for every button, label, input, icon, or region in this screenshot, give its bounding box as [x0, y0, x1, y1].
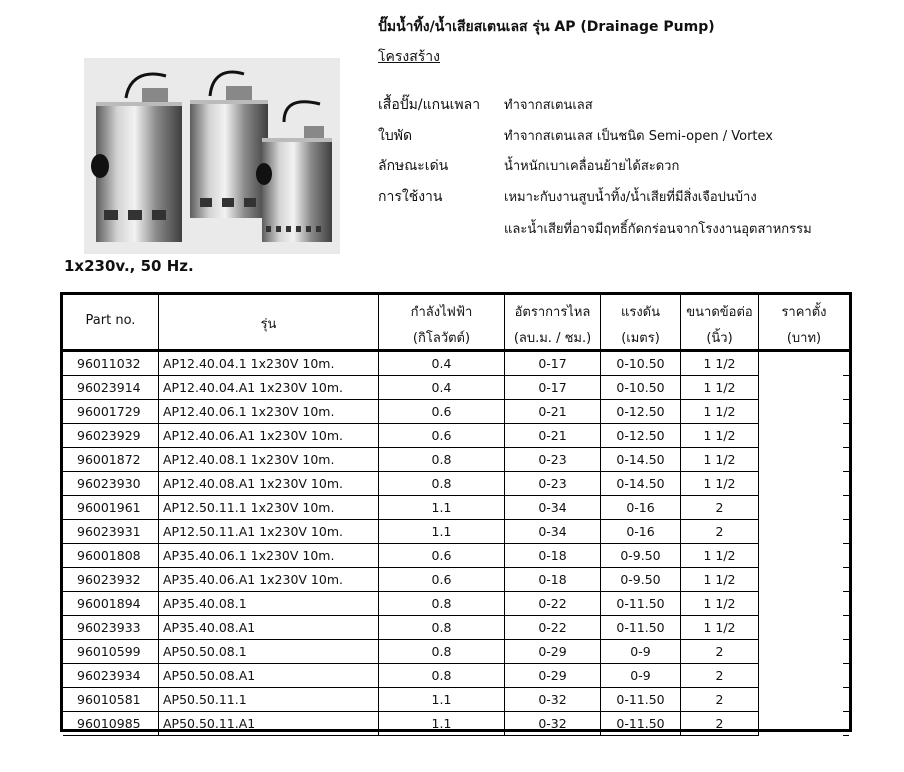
- table-row: [63, 496, 849, 520]
- power-supply-label: 1x230v., 50 Hz.: [64, 257, 194, 275]
- header-unit: (บาท): [786, 331, 822, 346]
- model-cell: AP35.40.06.1 1x230V 10m.: [159, 544, 379, 568]
- table-row: [63, 712, 849, 736]
- price-cell: [759, 640, 849, 664]
- price-cell: [759, 616, 849, 640]
- part-no-cell: 96010581: [63, 688, 159, 712]
- model-cell: AP12.50.11.1 1x230V 10m.: [159, 496, 379, 520]
- col-model: [159, 295, 379, 349]
- flow-cell: 0-17: [505, 376, 601, 400]
- flow-cell: 0-18: [505, 568, 601, 592]
- spec-value: น้ำหนักเบาเคลื่อนย้ายได้สะดวก: [504, 159, 680, 174]
- part-no-cell: 96001961: [63, 496, 159, 520]
- head-cell: 0-9.50: [601, 544, 681, 568]
- power-cell: 0.8: [379, 592, 505, 616]
- flow-cell: 0-18: [505, 544, 601, 568]
- model-cell: AP50.50.08.A1: [159, 664, 379, 688]
- flow-cell: 0-22: [505, 616, 601, 640]
- header-label: Part no.: [85, 313, 136, 328]
- spec-value: ทำจากสเตนเลส เป็นชนิด Semi-open / Vortex: [504, 129, 773, 144]
- col-power: [379, 295, 505, 349]
- flow-cell: 0-34: [505, 496, 601, 520]
- row-divider-tick: [843, 735, 849, 736]
- power-cell: 0.8: [379, 616, 505, 640]
- power-cell: 0.8: [379, 640, 505, 664]
- model-cell: AP35.40.06.A1 1x230V 10m.: [159, 568, 379, 592]
- pipe-size-cell: 2: [681, 712, 759, 736]
- price-cell: [759, 424, 849, 448]
- model-cell: AP35.40.08.1: [159, 592, 379, 616]
- price-cell: [759, 376, 849, 400]
- table-row: [63, 544, 849, 568]
- table-row: [63, 400, 849, 424]
- head-cell: 0-16: [601, 520, 681, 544]
- price-cell: [759, 496, 849, 520]
- part-no-cell: 96001808: [63, 544, 159, 568]
- pipe-size-cell: 1 1/2: [681, 448, 759, 472]
- price-cell: [759, 352, 849, 376]
- pipe-size-cell: 2: [681, 496, 759, 520]
- part-no-cell: 96001872: [63, 448, 159, 472]
- col-size: [681, 295, 759, 349]
- flow-cell: 0-22: [505, 592, 601, 616]
- head-cell: 0-16: [601, 496, 681, 520]
- header-unit: (เมตร): [621, 331, 660, 346]
- power-cell: 0.6: [379, 424, 505, 448]
- spec-value: ทำจากสเตนเลส: [504, 98, 593, 113]
- header-label: กำลังไฟฟ้า: [410, 305, 473, 320]
- spec-label: เสื้อปั๊ม/แกนเพลา: [378, 97, 481, 113]
- part-no-cell: 96010985: [63, 712, 159, 736]
- pipe-size-cell: 2: [681, 688, 759, 712]
- flow-cell: 0-21: [505, 400, 601, 424]
- pipe-size-cell: 1 1/2: [681, 616, 759, 640]
- table-row: [63, 664, 849, 688]
- head-cell: 0-12.50: [601, 424, 681, 448]
- table-row: [63, 352, 849, 376]
- spec-value: และน้ำเสียที่อาจมีฤทธิ์กัดกร่อนจากโรงงานอุตสาหกรรม: [504, 222, 812, 237]
- table-row: [63, 448, 849, 472]
- part-no-cell: 96011032: [63, 352, 159, 376]
- col-flow: [505, 295, 601, 349]
- pipe-size-cell: 1 1/2: [681, 424, 759, 448]
- part-no-cell: 96023931: [63, 520, 159, 544]
- header-unit: (นิ้ว): [706, 331, 733, 346]
- model-cell: AP50.50.08.1: [159, 640, 379, 664]
- head-cell: 0-11.50: [601, 712, 681, 736]
- head-cell: 0-14.50: [601, 472, 681, 496]
- flow-cell: 0-21: [505, 424, 601, 448]
- power-cell: 1.1: [379, 496, 505, 520]
- pipe-size-cell: 1 1/2: [681, 592, 759, 616]
- pipe-size-cell: 1 1/2: [681, 400, 759, 424]
- head-cell: 0-14.50: [601, 448, 681, 472]
- model-cell: AP35.40.08.A1: [159, 616, 379, 640]
- model-cell: AP12.40.04.1 1x230V 10m.: [159, 352, 379, 376]
- col-price: [759, 295, 849, 349]
- head-cell: 0-11.50: [601, 592, 681, 616]
- model-cell: AP12.40.08.1 1x230V 10m.: [159, 448, 379, 472]
- col-part-no: [63, 295, 159, 349]
- head-cell: 0-10.50: [601, 352, 681, 376]
- table-row: [63, 568, 849, 592]
- part-no-cell: 96001894: [63, 592, 159, 616]
- pipe-size-cell: 1 1/2: [681, 568, 759, 592]
- price-cell: [759, 520, 849, 544]
- power-cell: 0.6: [379, 400, 505, 424]
- table-row: [63, 472, 849, 496]
- section-subtitle: โครงสร้าง: [378, 49, 441, 65]
- power-cell: 0.4: [379, 352, 505, 376]
- head-cell: 0-12.50: [601, 400, 681, 424]
- price-cell: [759, 400, 849, 424]
- table-header: [63, 295, 849, 352]
- head-cell: 0-10.50: [601, 376, 681, 400]
- table-row: [63, 688, 849, 712]
- model-cell: AP12.40.06.A1 1x230V 10m.: [159, 424, 379, 448]
- power-cell: 0.6: [379, 544, 505, 568]
- power-cell: 0.8: [379, 448, 505, 472]
- price-cell: [759, 688, 849, 712]
- table-row: [63, 520, 849, 544]
- part-no-cell: 96023934: [63, 664, 159, 688]
- power-cell: 1.1: [379, 712, 505, 736]
- head-cell: 0-9.50: [601, 568, 681, 592]
- power-cell: 0.8: [379, 664, 505, 688]
- part-no-cell: 96023930: [63, 472, 159, 496]
- price-cell: [759, 592, 849, 616]
- flow-cell: 0-32: [505, 712, 601, 736]
- part-no-cell: 96023932: [63, 568, 159, 592]
- pump-illustration: [84, 58, 340, 254]
- header-unit: (ลบ.ม. / ชม.): [513, 331, 592, 346]
- flow-cell: 0-29: [505, 640, 601, 664]
- spec-label: การใช้งาน: [378, 189, 443, 205]
- pipe-size-cell: 1 1/2: [681, 352, 759, 376]
- header-label: รุ่น: [260, 317, 277, 332]
- price-cell: [759, 664, 849, 688]
- pipe-size-cell: 1 1/2: [681, 376, 759, 400]
- header-label: ขนาดข้อต่อ: [686, 305, 753, 320]
- flow-cell: 0-23: [505, 448, 601, 472]
- spec-label: ใบพัด: [378, 128, 413, 144]
- pipe-size-cell: 1 1/2: [681, 472, 759, 496]
- pipe-size-cell: 2: [681, 520, 759, 544]
- price-cell: [759, 472, 849, 496]
- power-cell: 0.8: [379, 472, 505, 496]
- part-no-cell: 96023933: [63, 616, 159, 640]
- header-label: ราคาตั้ง: [781, 305, 827, 320]
- pipe-size-cell: 2: [681, 664, 759, 688]
- table-row: [63, 376, 849, 400]
- flow-cell: 0-29: [505, 664, 601, 688]
- col-head: [601, 295, 681, 349]
- price-cell: [759, 448, 849, 472]
- head-cell: 0-9: [601, 664, 681, 688]
- model-cell: AP50.50.11.1: [159, 688, 379, 712]
- model-cell: AP50.50.11.A1: [159, 712, 379, 736]
- spec-value: เหมาะกับงานสูบน้ำทิ้ง/น้ำเสียที่มีสิ่งเจือปนบ้าง: [504, 190, 757, 205]
- header-label: แรงดัน: [620, 305, 661, 320]
- power-cell: 1.1: [379, 520, 505, 544]
- pipe-size-cell: 1 1/2: [681, 544, 759, 568]
- page-title: ปั๊มน้ำทิ้ง/น้ำเสียสเตนเลส รุ่น AP (Drainage Pump): [378, 19, 715, 35]
- price-cell: [759, 712, 849, 736]
- head-cell: 0-11.50: [601, 688, 681, 712]
- flow-cell: 0-34: [505, 520, 601, 544]
- model-cell: AP12.40.06.1 1x230V 10m.: [159, 400, 379, 424]
- product-photo: [84, 58, 340, 254]
- model-cell: AP12.40.04.A1 1x230V 10m.: [159, 376, 379, 400]
- head-cell: 0-11.50: [601, 616, 681, 640]
- model-cell: AP12.40.08.A1 1x230V 10m.: [159, 472, 379, 496]
- table-row: [63, 640, 849, 664]
- flow-cell: 0-32: [505, 688, 601, 712]
- pipe-size-cell: 2: [681, 640, 759, 664]
- spec-label: ลักษณะเด่น: [378, 158, 449, 174]
- part-no-cell: 96023929: [63, 424, 159, 448]
- power-cell: 1.1: [379, 688, 505, 712]
- power-cell: 0.6: [379, 568, 505, 592]
- price-cell: [759, 544, 849, 568]
- price-cell: [759, 568, 849, 592]
- table-row: [63, 424, 849, 448]
- header-label: อัตราการไหล: [514, 305, 591, 320]
- price-table: [60, 292, 852, 732]
- table-row: [63, 592, 849, 616]
- part-no-cell: 96010599: [63, 640, 159, 664]
- power-cell: 0.4: [379, 376, 505, 400]
- part-no-cell: 96023914: [63, 376, 159, 400]
- flow-cell: 0-23: [505, 472, 601, 496]
- table-row: [63, 616, 849, 640]
- header-unit: (กิโลวัตต์): [412, 331, 471, 346]
- part-no-cell: 96001729: [63, 400, 159, 424]
- model-cell: AP12.50.11.A1 1x230V 10m.: [159, 520, 379, 544]
- head-cell: 0-9: [601, 640, 681, 664]
- flow-cell: 0-17: [505, 352, 601, 376]
